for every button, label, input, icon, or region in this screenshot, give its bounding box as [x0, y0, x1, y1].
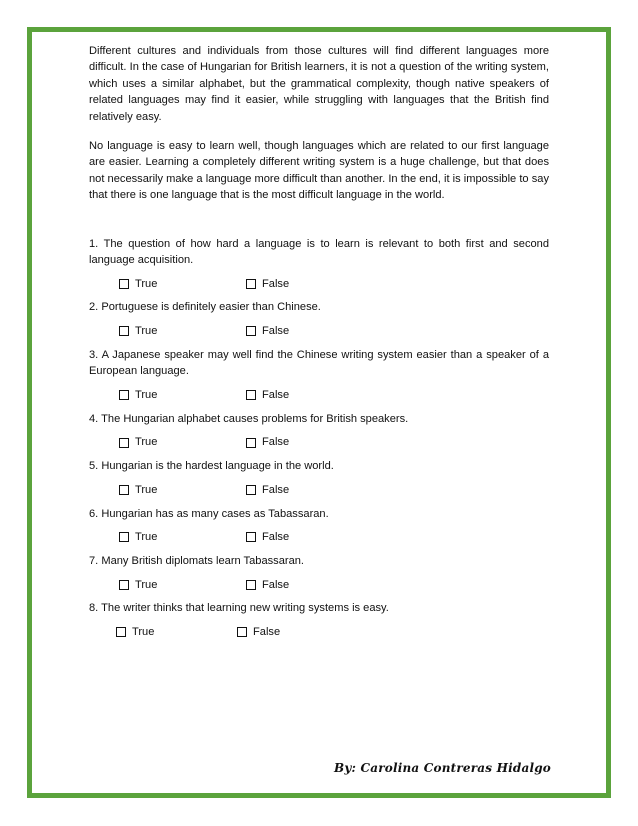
question-text: 3. A Japanese speaker may well find the Chinese writing system easier than a speaker of a European language. — [89, 348, 549, 378]
question-text: 4. The Hungarian alphabet causes problems for British speakers. — [89, 412, 409, 425]
true-option[interactable] — [119, 387, 246, 403]
checkbox-icon[interactable] — [119, 485, 129, 495]
true-label: True — [135, 436, 158, 449]
false-label: False — [262, 531, 290, 544]
false-label: False — [262, 325, 290, 338]
false-label: False — [262, 483, 290, 496]
question-item — [89, 458, 549, 498]
checkbox-icon[interactable] — [119, 279, 129, 289]
checkbox-icon[interactable] — [119, 390, 129, 400]
question-item — [89, 411, 549, 451]
false-option[interactable] — [246, 276, 289, 292]
question-text: 2. Portuguese is definitely easier than Chinese. — [89, 301, 321, 314]
paragraph: No language is easy to learn well, though languages which are related to our first language are easier. Learning a completely different writing system is a huge challenge, but that does not necessarily make a language more difficult than another. In the end, it is impossible to say that there is one language that is the most difficult language in the world. — [89, 140, 549, 202]
question-item — [89, 553, 549, 593]
question-text: 6. Hungarian has as many cases as Tabassaran. — [89, 507, 329, 520]
spacer — [89, 217, 549, 236]
false-label: False — [262, 388, 290, 401]
true-option[interactable] — [119, 323, 246, 339]
true-option[interactable] — [119, 529, 246, 545]
question-text: 7. Many British diplomats learn Tabassaran. — [89, 554, 304, 567]
checkbox-icon[interactable] — [119, 532, 129, 542]
false-label: False — [262, 436, 290, 449]
false-label: False — [262, 578, 290, 591]
answer-options — [89, 275, 549, 292]
false-label: False — [253, 626, 281, 639]
false-label: False — [262, 277, 290, 290]
true-label: True — [135, 277, 158, 290]
question-list — [89, 236, 549, 641]
false-option[interactable] — [246, 529, 289, 545]
false-option[interactable] — [237, 624, 280, 640]
true-label: True — [135, 578, 158, 591]
question-item — [89, 347, 549, 404]
paragraph: Different cultures and individuals from those cultures will find different languages more difficult. In the case of Hungarian for British learners, it is not a question of the writing system, which uses a similar alphabet, but the grammatical complexity, though native speakers of related languages may find it easier, while struggling with languages that the British find relatively easy. — [89, 45, 549, 123]
false-option[interactable] — [246, 482, 289, 498]
document-body — [89, 43, 549, 648]
checkbox-icon[interactable] — [116, 627, 126, 637]
checkbox-icon[interactable] — [246, 326, 256, 336]
checkbox-icon[interactable] — [246, 485, 256, 495]
true-label: True — [132, 626, 155, 639]
author-signature: By: Carolina Contreras Hidalgo — [334, 761, 551, 775]
checkbox-icon[interactable] — [119, 438, 129, 448]
false-option[interactable] — [246, 387, 289, 403]
true-option[interactable] — [119, 577, 246, 593]
true-label: True — [135, 388, 158, 401]
checkbox-icon[interactable] — [246, 532, 256, 542]
answer-options — [89, 482, 549, 499]
checkbox-icon[interactable] — [246, 438, 256, 448]
false-option[interactable] — [246, 434, 289, 450]
answer-options — [89, 434, 549, 451]
question-item — [89, 600, 549, 640]
true-option[interactable] — [116, 624, 237, 640]
true-label: True — [135, 531, 158, 544]
false-option[interactable] — [246, 323, 289, 339]
question-item — [89, 506, 549, 546]
checkbox-icon[interactable] — [246, 580, 256, 590]
checkbox-icon[interactable] — [246, 279, 256, 289]
true-option[interactable] — [119, 434, 246, 450]
false-option[interactable] — [246, 577, 289, 593]
question-item — [89, 236, 549, 293]
true-label: True — [135, 325, 158, 338]
true-label: True — [135, 483, 158, 496]
checkbox-icon[interactable] — [246, 390, 256, 400]
question-text: 8. The writer thinks that learning new writing systems is easy. — [89, 602, 389, 615]
checkbox-icon[interactable] — [119, 580, 129, 590]
true-option[interactable] — [119, 276, 246, 292]
question-text: 1. The question of how hard a language is to learn is relevant to both first and second language acquisition. — [89, 237, 549, 267]
answer-options — [89, 624, 549, 641]
answer-options — [89, 529, 549, 546]
answer-options — [89, 576, 549, 593]
true-option[interactable] — [119, 482, 246, 498]
question-item — [89, 299, 549, 339]
checkbox-icon[interactable] — [119, 326, 129, 336]
question-text: 5. Hungarian is the hardest language in the world. — [89, 460, 334, 473]
answer-options — [89, 323, 549, 340]
answer-options — [89, 387, 549, 404]
checkbox-icon[interactable] — [237, 627, 247, 637]
